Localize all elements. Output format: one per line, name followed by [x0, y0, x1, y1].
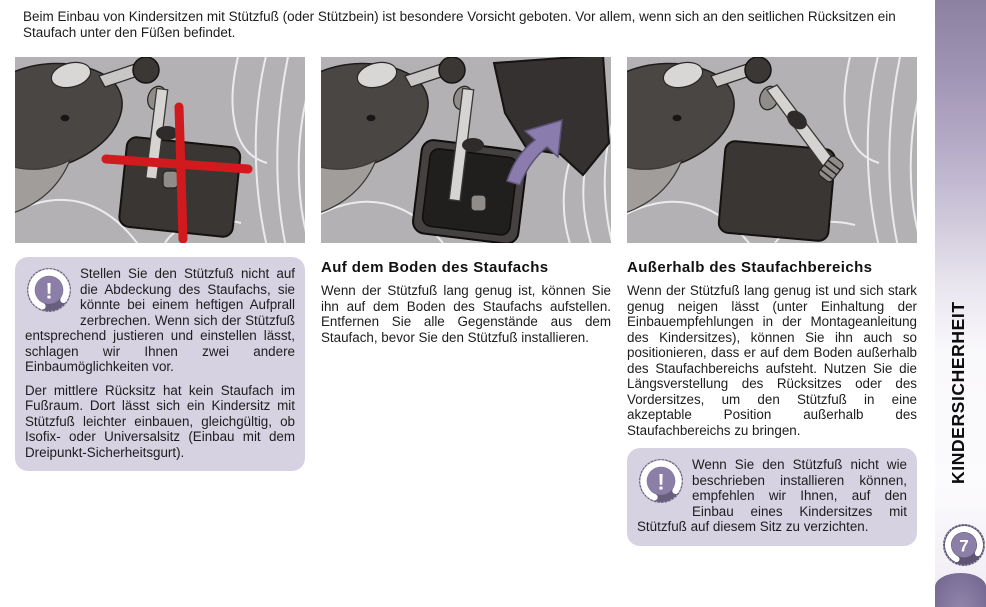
chapter-number-badge [942, 523, 986, 567]
section-heading: Außerhalb des Staufachbereichs [627, 259, 873, 276]
warning-box-verzicht [627, 448, 917, 546]
section-heading: Auf dem Boden des Staufachs [321, 259, 549, 276]
intro-text: Beim Einbau von Kindersitzen mit Stützfuß (oder Stützbein) ist besondere Vorsicht geboten. Vor allem, wenn sich an den seitlichen Rücksitzen ein Staufach unter den Füßen befindet. [23, 9, 896, 40]
warning-box-cover [15, 257, 305, 471]
content-columns [15, 57, 917, 546]
svg-text:!: ! [45, 278, 53, 304]
illustration-leg-outside-box [627, 57, 917, 243]
illustration-leg-on-cover-crossed [15, 57, 305, 243]
column-ausserhalb [627, 57, 917, 546]
chapter-number: 7 [959, 536, 969, 556]
warning-icon [25, 266, 73, 314]
warning-text: Der mittlere Rücksitz hat kein Staufach im Fußraum. Dort lässt sich ein Kindersitz mit Stützfuß leichter einbauen, gleichgültig, ob Isofix- oder Universalsitz (Einbau mit dem Dreipunkt-Sicherheitsgurt). [25, 382, 295, 460]
section-body: Wenn der Stützfuß lang genug ist, können Sie ihn auf dem Boden des Staufachs aufstellen. Entfernen Sie alle Gegenstände aus dem Staufach, bevor Sie den Stützfuß installieren. [321, 283, 611, 345]
section-body: Wenn der Stützfuß lang genug ist und sich stark genug neigen lässt (unter Einhaltung der Einbauempfehlungen in der Montageanleitung des Kindersitzes), können Sie ihn auch so positionieren, dass er auf dem Boden außerhalb des Staufachbereichs aufsteht. Nutzen Sie die Längsverstellung des Rücksitzes oder des Vordersitzes, um den Stützfuß in eine akzeptable Position außerhalb des Staufachbereichs zu bringen. [627, 283, 917, 438]
column-staufach-boden [321, 57, 611, 546]
svg-text:!: ! [657, 469, 665, 495]
open-storage-box [412, 139, 529, 243]
warning-text: Stellen Sie den Stützfuß nicht auf die Abdeckung des Staufachs, sie könnte bei einem heftigen Aufprall zerbrechen. Wenn sich der Stützfuß entsprechend justieren und einstellen lässt, schlagen wir Ihnen zwei andere Einbaumöglichkeiten vor. [25, 266, 295, 374]
sidebar-bottom-bump [935, 573, 986, 607]
chapter-sidebar [935, 0, 986, 607]
chapter-tab-label: KINDERSICHERHEIT [948, 301, 968, 485]
illustration-leg-in-open-box [321, 57, 611, 243]
warning-icon [637, 457, 685, 505]
warning-text: Wenn Sie den Stützfuß nicht wie beschrieben installieren können, empfehlen wir Ihnen, auf den Einbau eines Kindersitzes mit Stützfuß auf diesem Sitz zu verzichten. [637, 457, 907, 534]
column-forbidden [15, 57, 305, 546]
